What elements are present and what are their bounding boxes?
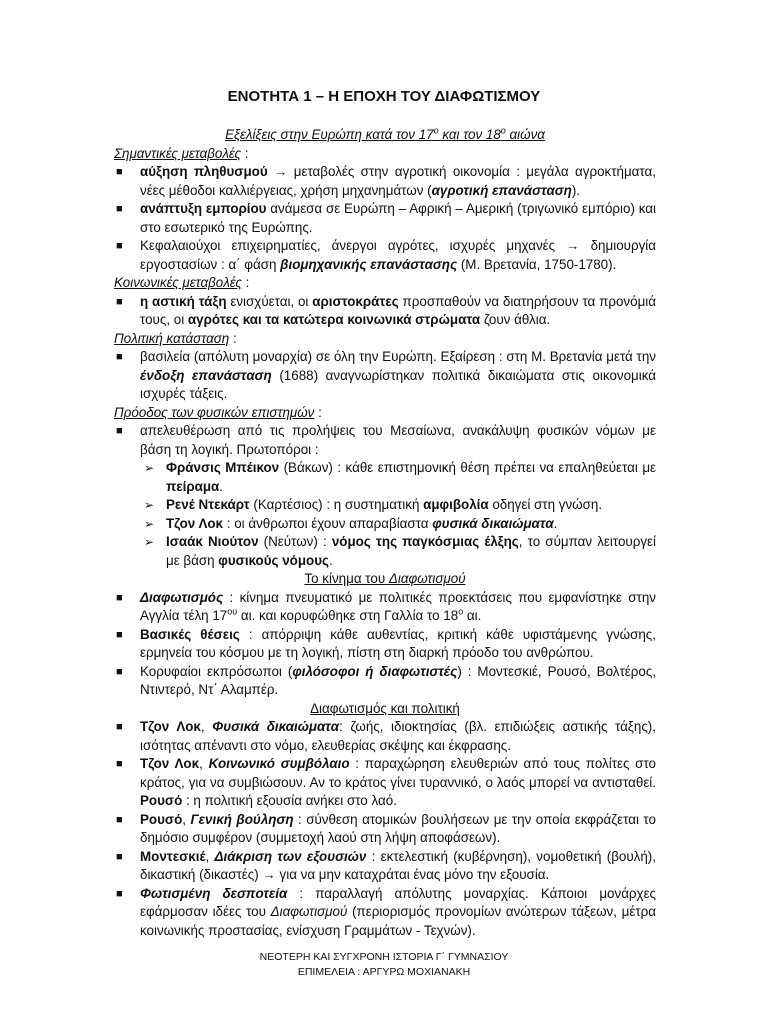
section-heading-enlightenment-movement: Το κίνημα του Διαφωτισμού [304, 571, 466, 586]
section-heading-social-changes: Κοινωνικές μεταβολές : [114, 275, 250, 290]
sub-list-item: ➢ Φράνσις Μπέικον (Βάκων) : κάθε επιστημονική θέση πρέπει να επαληθεύεται με πείραμα. [144, 460, 656, 494]
arrow-icon: ➢ [144, 498, 155, 512]
bullet-icon: ■ [116, 425, 123, 437]
list-item: ■ ανάπτυξη εμπορίου ανάμεσα σε Ευρώπη – Αφρική – Αμερική (τριγωνικό εμπόριο) και στο εσωτερικό της Ευρώπης. [116, 201, 656, 235]
list-item: ■ Βασικές θέσεις : απόρριψη κάθε αυθεντίας, κριτική κάθε υφιστάμενης γνώσης, ερμηνεία του κόσμου με τη λογική, πίστη στη διαρκή πρόοδο του ανθρώπου. [116, 626, 656, 660]
bullet-icon: ■ [116, 665, 123, 678]
bullet-icon: ■ [116, 295, 123, 308]
bullet-icon: ■ [116, 203, 123, 215]
arrow-icon: ➢ [144, 516, 155, 531]
footer-author: ΕΠΙΜΕΛΕΙΑ : ΑΡΓΥΡΩ ΜΟΧΙΑΝΑΚΗ [297, 966, 471, 978]
page-title: ΕΝΟΤΗΤΑ 1 – Η ΕΠΟΧΗ ΤΟΥ ΔΙΑΦΩΤΙΣΜΟΥ [227, 88, 541, 105]
bullet-icon: ■ [116, 240, 123, 252]
list-item: ■ Διαφωτισμός : κίνημα πνευματικό με πολιτικές προεκτάσεις που εμφανίστηκε στην Αγγλία τέλη $17^{o\upsilon}$ αι. και κορυφώθηκε στη Γαλλία το $18^o$ αι. [116, 589, 656, 623]
sub-list-item: ➢ Ρενέ Ντεκάρτ (Καρτέσιος) : η συστηματική αμφιβολία οδηγεί στη γνώση. [114, 496, 656, 515]
list-item: ■ απελευθέρωση από τις προλήψεις του Μεσαίωνα, ανακάλυψη φυσικών νόμων με βάση τη λογική. Πρωτοπόροι : [116, 423, 656, 457]
section-heading-political-situation: Πολιτική κατάσταση : [114, 330, 237, 346]
list-item: ■ η αστική τάξη ενισχύεται, οι αριστοκράτες προσπαθούν να διατηρήσουν τα προνόμιά τους, οι αγρότες και τα κατώτερα κοινωνικά στρώματα ζουν άθλια. [116, 293, 656, 327]
section-heading-science-progress: Πρόοδος των φυσικών επιστημών : [114, 404, 322, 420]
section-heading-major-changes: Σημαντικές μεταβολές : [114, 145, 249, 161]
list-item: ■ αύξηση πληθυσμού → μεταβολές στην αγροτική οικονομία : μεγάλα αγροκτήματα, νέες μέθοδοι καλλιέργειας, χρήση μηχανημάτων (αγροτική επανάσταση). [116, 164, 656, 198]
bullet-icon: ■ [116, 166, 123, 178]
arrow-icon: ➢ [144, 461, 155, 475]
list-item: ■ Φωτισμένη δεσποτεία : παραλλαγή απόλυτης μοναρχίας. Κάποιοι μονάρχες εφάρμοσαν ιδέες του Διαφωτισμού (περιορισμός προνομίων ανώτερων τάξεων, μέτρα κοινωνικής προστασίας, ενίσχυση Γραμμάτων - Τεχνών). [116, 885, 656, 938]
bullet-icon: ■ [116, 758, 123, 770]
bullet-icon: ■ [116, 887, 123, 900]
list-item: ■ Μοντεσκιέ, Διάκριση των εξουσιών : εκτελεστική (κυβέρνηση), νομοθετική (βουλή), δικαστική (δικαστές) → για να μην καταχράται ένας μόνο την εξουσία. [116, 848, 656, 882]
page-footer [0, 950, 768, 980]
list-item: ■ Ρουσό, Γενική βούληση : σύνθεση ατομικών βουλήσεων με την οποία εκφράζεται το δημόσιο συμφέρον (συμμετοχή λαού στη λήψη αποφάσεων). [116, 811, 656, 845]
bullet-icon: ■ [116, 591, 123, 604]
bullet-icon: ■ [116, 721, 123, 733]
list-item: ■ βασιλεία (απόλυτη μοναρχία) σε όλη την Ευρώπη. Εξαίρεση : στη Μ. Βρετανία μετά την ένδοξη επανάσταση (1688) αναγνωρίστηκαν πολιτικά δικαιώματα στις οικονομικά ισχυρές τάξεις. [116, 349, 656, 401]
list-item: ■ Κεφαλαιούχοι επιχειρηματίες, άνεργοι αγρότες, ισχυρές μηχανές → δημιουργία εργοστασίων : α΄ φάση βιομηχανικής επανάστασης (Μ. Βρετανία, 1750-1780). [116, 238, 656, 272]
footer-course-title: ΝΕΟΤΕΡΗ ΚΑΙ ΣΥΓΧΡΟΝΗ ΙΣΤΟΡΙΑ Γ΄ ΓΥΜΝΑΣΙΟΥ [259, 951, 509, 963]
list-item: ■ Τζον Λοκ, Κοινωνικό συμβόλαιο : παραχώρηση ελευθεριών από τους πολίτες στο κράτος, για να συμβιώσουν. Αν το κράτος γίνει τυραννικό, ο λαός μπορεί να αντισταθεί. Ρουσό : η πολιτική εξουσία ανήκει στο λαό. [116, 756, 656, 808]
bullet-icon: ■ [116, 813, 123, 826]
list-item: ■ Τζον Λοκ, Φυσικά δικαιώματα: ζωής, ιδιοκτησίας (βλ. επιδιώξεις αστικής τάξης), ισότητας απέναντι στο νόμο, ελευθερίας σκέψης και έκφρασης. [116, 719, 656, 753]
arrow-icon: ➢ [144, 535, 155, 549]
subtitle: Εξελίξεις στην Ευρώπη κατά τον $17^o$ και τον $18^o$ αιώνα [225, 125, 545, 142]
sub-list-item: ➢ Τζον Λοκ : οι άνθρωποι έχουν απαραβίαστα φυσικά δικαιώματα. [114, 515, 656, 534]
section-heading-enlightenment-politics: Διαφωτισμός και πολιτική [310, 700, 460, 716]
sub-list-item: ➢ Ισαάκ Νιούτον (Νεύτων) : νόμος της παγκόσμιας έλξης, το σύμπαν λειτουργεί με βάση φυσικούς νόμους. [144, 534, 656, 568]
document-body [114, 126, 656, 940]
list-item: ■ Κορυφαίοι εκπρόσωποι (φιλόσοφοι ή διαφωτιστές) : Μοντεσκιέ, Ρουσό, Βολτέρος, Ντιντερό, Ντ΄ Αλαμπέρ. [116, 663, 656, 697]
bullet-icon: ■ [116, 850, 123, 863]
bullet-icon: ■ [116, 628, 123, 641]
bullet-icon: ■ [116, 351, 123, 363]
